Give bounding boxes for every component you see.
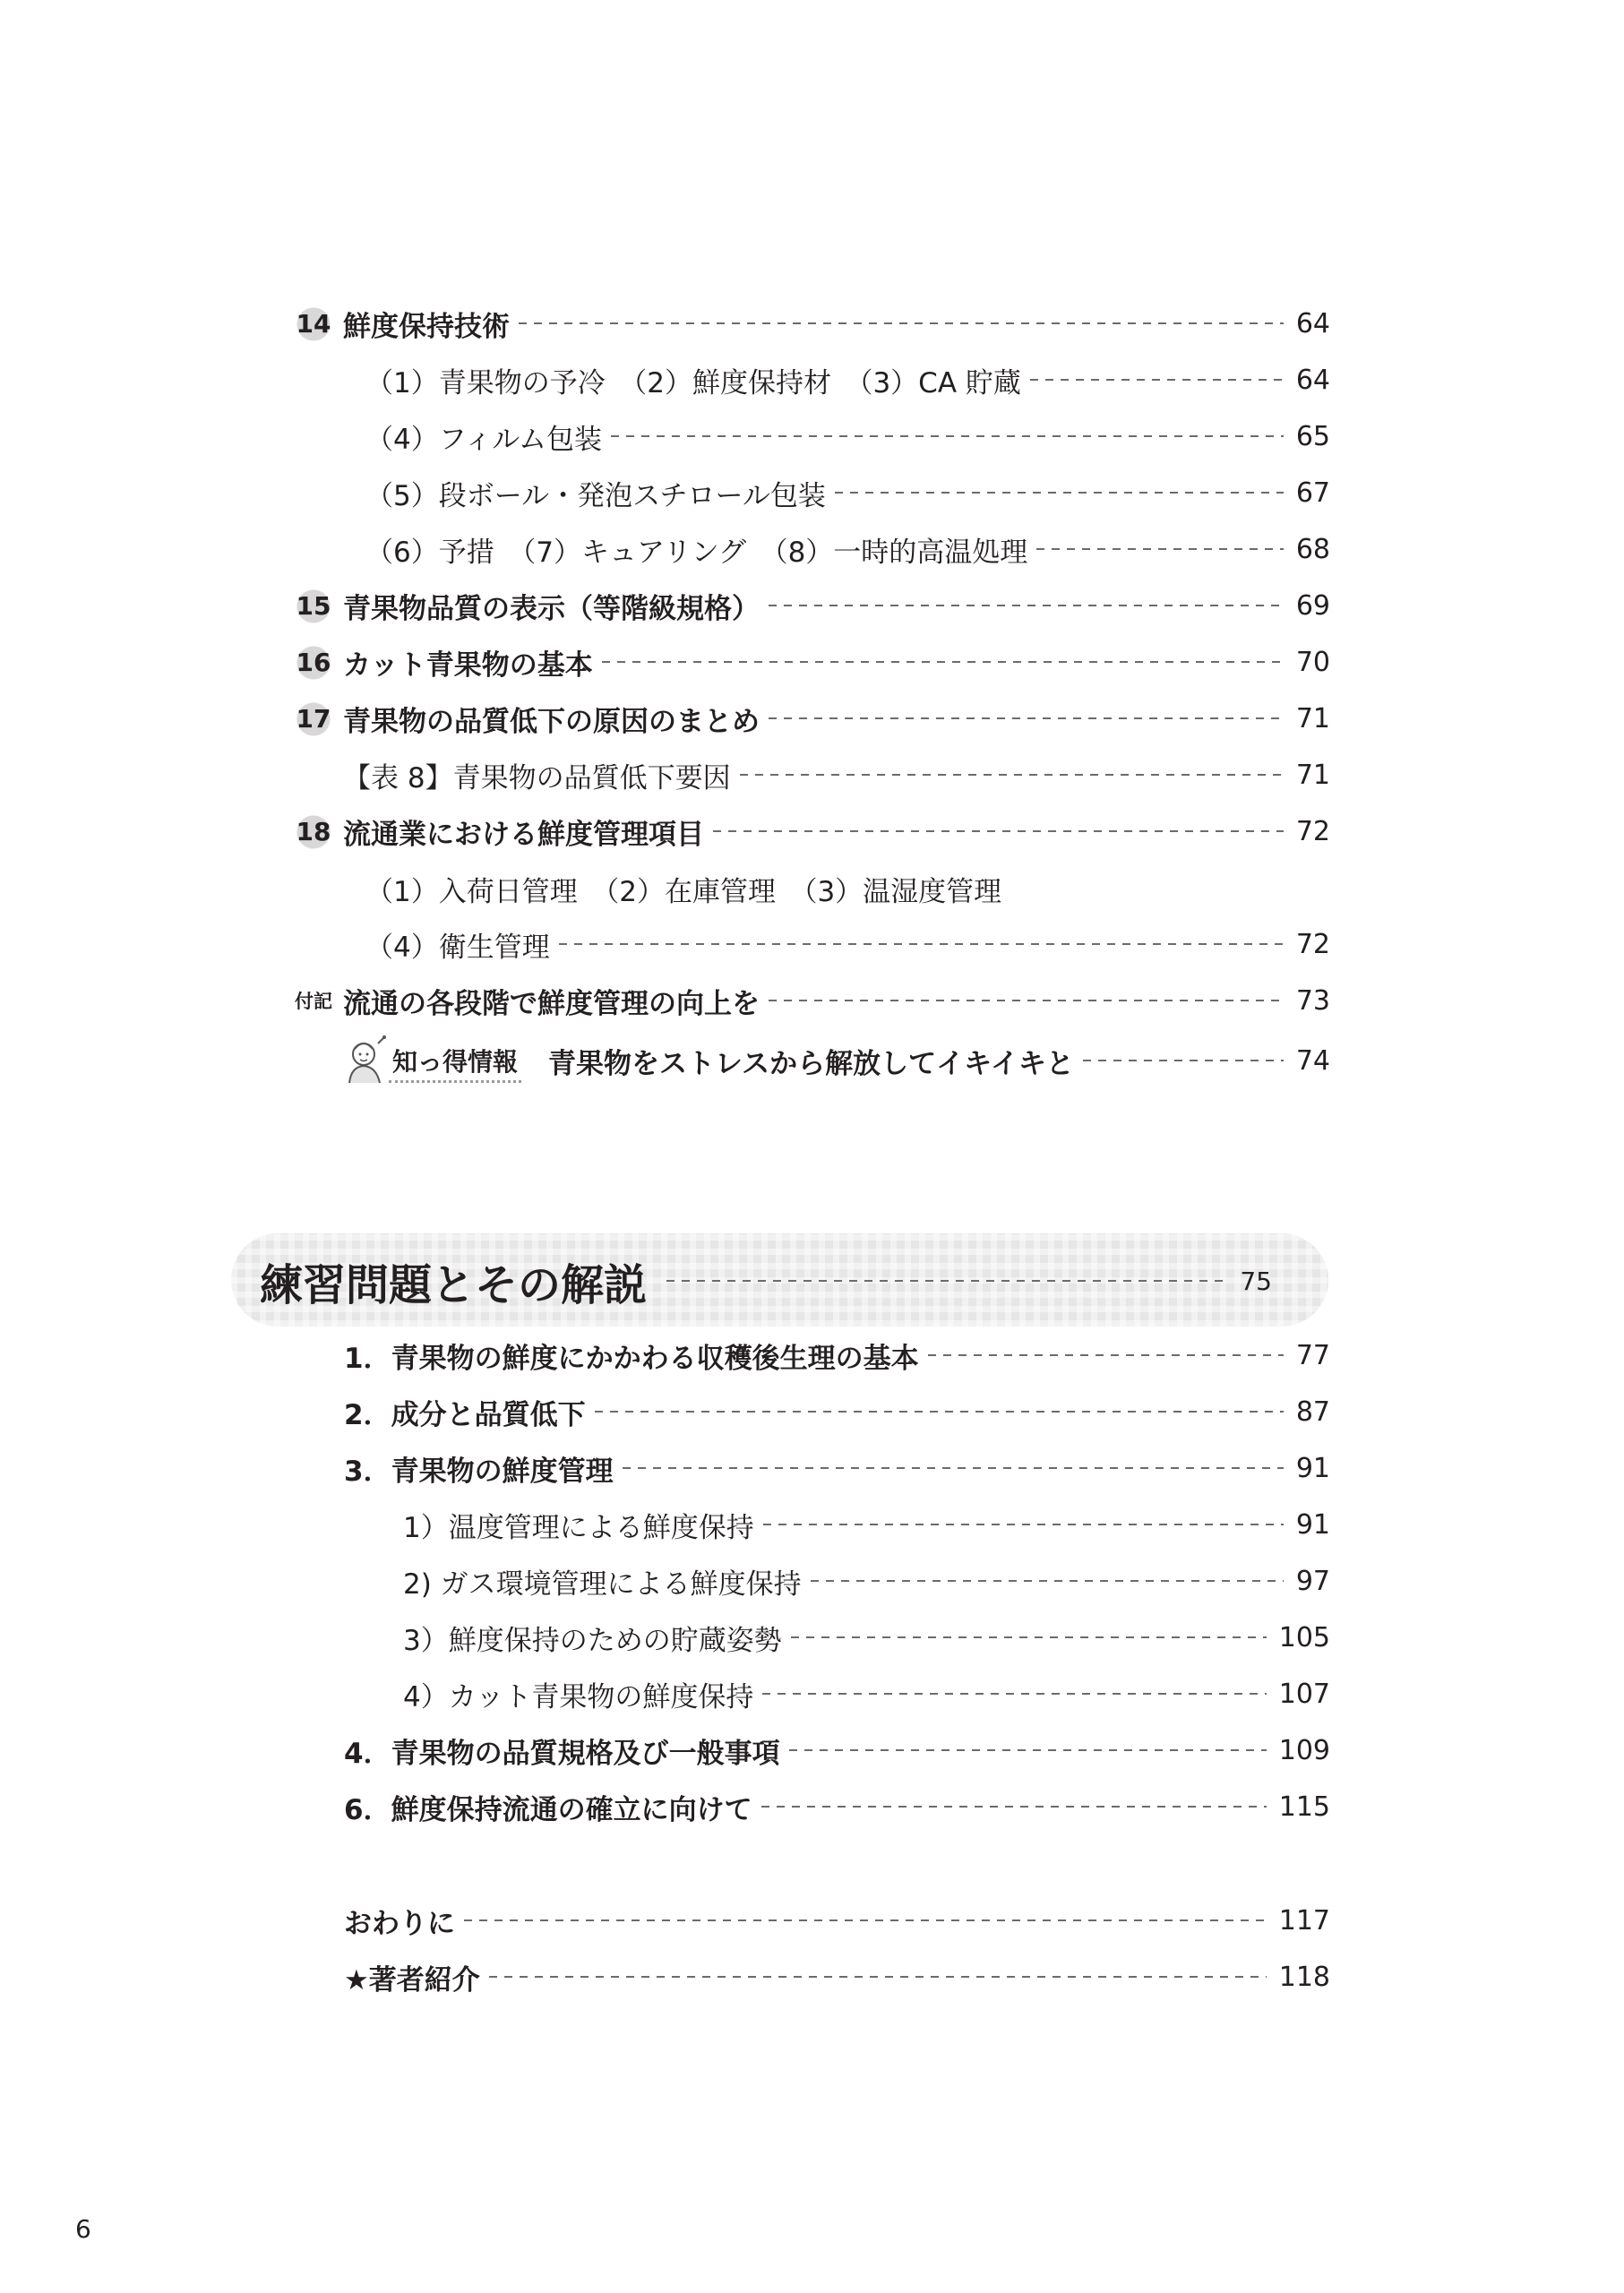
- chapter-number: 16: [291, 640, 336, 683]
- dot-leader: [769, 605, 1284, 606]
- toc-row[interactable]: [344, 1785, 1330, 1828]
- toc-entry-label: （6）予措 （7）キュアリング （8）一時的高温処理: [365, 536, 1028, 569]
- toc-row[interactable]: [403, 1672, 1330, 1715]
- toc-entry-label: （5）段ボール・発泡スチロール包装: [365, 479, 826, 512]
- toc-entry-label: 青果物の品質低下の原因のまとめ: [343, 705, 760, 738]
- toc-entry-label: 鮮度保持技術: [343, 310, 510, 343]
- toc-page-number: 91: [1295, 1452, 1330, 1484]
- toc-page-number: 77: [1295, 1339, 1330, 1371]
- toc-row[interactable]: [344, 1390, 1330, 1433]
- toc-entry-label: 青果物品質の表示（等階級規格）: [343, 592, 760, 625]
- toc-row[interactable]: [344, 1729, 1330, 1772]
- dot-leader: [763, 1524, 1284, 1525]
- dot-leader: [1036, 548, 1284, 550]
- appendix-mark: 付記: [295, 991, 332, 1012]
- toc-row[interactable]: [344, 1955, 1330, 1998]
- dot-leader: [928, 1354, 1284, 1356]
- toc-page-number: 67: [1295, 477, 1330, 509]
- toc-row[interactable]: [365, 923, 1330, 966]
- dot-leader: [602, 661, 1284, 663]
- toc-entry-label: 6．鮮度保持流通の確立に向けて: [344, 1793, 752, 1826]
- toc-entry-label: 2．成分と品質低下: [344, 1398, 586, 1431]
- toc-page-number: 72: [1295, 928, 1330, 960]
- toc-row[interactable]: [365, 415, 1330, 458]
- toc-row[interactable]: [344, 1447, 1330, 1490]
- dot-leader: [791, 1636, 1267, 1638]
- toc-page-number: 64: [1295, 364, 1330, 396]
- toc-row[interactable]: [403, 1559, 1330, 1602]
- dot-leader: [835, 492, 1284, 494]
- dot-leader: [595, 1411, 1284, 1413]
- toc-entry-label: 流通の各段階で鮮度管理の向上を: [343, 987, 760, 1020]
- toc-row[interactable]: [291, 979, 1330, 1022]
- toc-page-number: 115: [1278, 1791, 1330, 1823]
- dot-leader: [769, 717, 1284, 719]
- dot-leader: [761, 1806, 1267, 1808]
- toc-entry-label: 3）鮮度保持のための貯蔵姿勢: [403, 1624, 782, 1657]
- dot-leader: [623, 1467, 1284, 1469]
- toc-page-number: 109: [1278, 1734, 1330, 1766]
- toc-row[interactable]: [548, 1039, 1330, 1082]
- dot-leader: [559, 943, 1284, 945]
- toc-row[interactable]: [403, 1616, 1330, 1659]
- dot-leader: [611, 435, 1284, 437]
- toc-entry-label: 1）温度管理による鮮度保持: [403, 1511, 754, 1544]
- toc-row[interactable]: [365, 471, 1330, 514]
- toc-page-number: 117: [1278, 1904, 1330, 1937]
- dot-leader: [811, 1580, 1284, 1582]
- chapter-number: 14: [291, 302, 336, 345]
- toc-entry-label: （1）青果物の予冷 （2）鮮度保持材 （3）CA 貯蔵: [365, 366, 1021, 399]
- toc-page-number: 105: [1278, 1621, 1330, 1653]
- dot-leader: [769, 1000, 1284, 1001]
- toc-row[interactable]: [291, 302, 1330, 345]
- toc-row[interactable]: [344, 1334, 1330, 1377]
- toc-entry-label: 青果物をストレスから解放してイキイキと: [548, 1047, 1074, 1080]
- toc-row[interactable]: [403, 1503, 1330, 1546]
- toc-entry-label: （4）フィルム包装: [365, 423, 603, 456]
- dot-leader: [1030, 379, 1284, 381]
- toc-row[interactable]: [291, 640, 1330, 683]
- section-heading-row[interactable]: [260, 1252, 1272, 1310]
- toc-page-number: 107: [1278, 1678, 1330, 1710]
- toc-entry-label: カット青果物の基本: [343, 648, 593, 682]
- toc-row[interactable]: [365, 528, 1330, 571]
- section-title: 練習問題とその解説: [260, 1259, 648, 1310]
- toc-page-number: 72: [1295, 815, 1330, 847]
- toc-page-number: 71: [1295, 702, 1330, 734]
- dot-leader: [489, 1976, 1267, 1978]
- dot-leader: [519, 322, 1284, 324]
- toc-row[interactable]: [291, 810, 1330, 853]
- toc-page-number: 73: [1295, 984, 1330, 1017]
- toc-entry-label: 流通業における鮮度管理項目: [343, 818, 704, 851]
- toc-row[interactable]: [291, 697, 1330, 740]
- dot-leader: [464, 1919, 1267, 1921]
- toc-entry-label: 3．青果物の鮮度管理: [344, 1455, 614, 1488]
- toc-page-number: 65: [1295, 420, 1330, 452]
- toc-page-number: 69: [1295, 589, 1330, 622]
- toc-page-number: 71: [1295, 759, 1330, 791]
- toc-page-number: 87: [1295, 1396, 1330, 1428]
- toc-entry-label: ★著者紹介: [344, 1963, 480, 1997]
- toc-page-number: 70: [1295, 646, 1330, 678]
- mascot-icon: [344, 1035, 389, 1083]
- dot-leader: [762, 1693, 1266, 1695]
- toc-page-number: 118: [1278, 1961, 1330, 1993]
- toc-entry-label: （1）入荷日管理 （2）在庫管理 （3）温湿度管理: [365, 875, 1002, 908]
- toc-entry-label: 4）カット青果物の鮮度保持: [403, 1680, 754, 1713]
- toc-page-number: 68: [1295, 533, 1330, 565]
- dot-leader: [713, 830, 1284, 832]
- toc-page-number: 97: [1295, 1565, 1330, 1597]
- toc-row[interactable]: [343, 753, 1330, 796]
- toc-row[interactable]: [365, 358, 1330, 401]
- toc-entry-label: 2) ガス環境管理による鮮度保持: [403, 1567, 802, 1601]
- toc-entry-label: （4）衛生管理: [365, 931, 550, 964]
- toc-page-number: 74: [1295, 1044, 1330, 1077]
- info-tag: 知っ得情報: [389, 1041, 521, 1083]
- chapter-number: 15: [291, 584, 336, 627]
- toc-page-number: 64: [1295, 307, 1330, 339]
- page-number: 6: [75, 2214, 91, 2244]
- dot-leader: [666, 1280, 1224, 1282]
- chapter-number: 18: [291, 810, 336, 853]
- toc-page-number: 91: [1295, 1508, 1330, 1541]
- toc-entry-label: 【表 8】青果物の品質低下要因: [343, 761, 731, 794]
- dot-leader: [789, 1749, 1267, 1751]
- toc-entry-label: 1．青果物の鮮度にかかわる収穫後生理の基本: [344, 1342, 919, 1375]
- section-page-number: 75: [1240, 1266, 1272, 1296]
- toc-row[interactable]: [344, 1899, 1330, 1942]
- chapter-number: 17: [291, 697, 336, 740]
- toc-row[interactable]: [365, 867, 1330, 910]
- toc-row[interactable]: [291, 584, 1330, 627]
- toc-entry-label: おわりに: [344, 1907, 455, 1940]
- dot-leader: [1083, 1060, 1284, 1061]
- toc-entry-label: 4．青果物の品質規格及び一般事項: [344, 1737, 780, 1770]
- dot-leader: [740, 774, 1284, 776]
